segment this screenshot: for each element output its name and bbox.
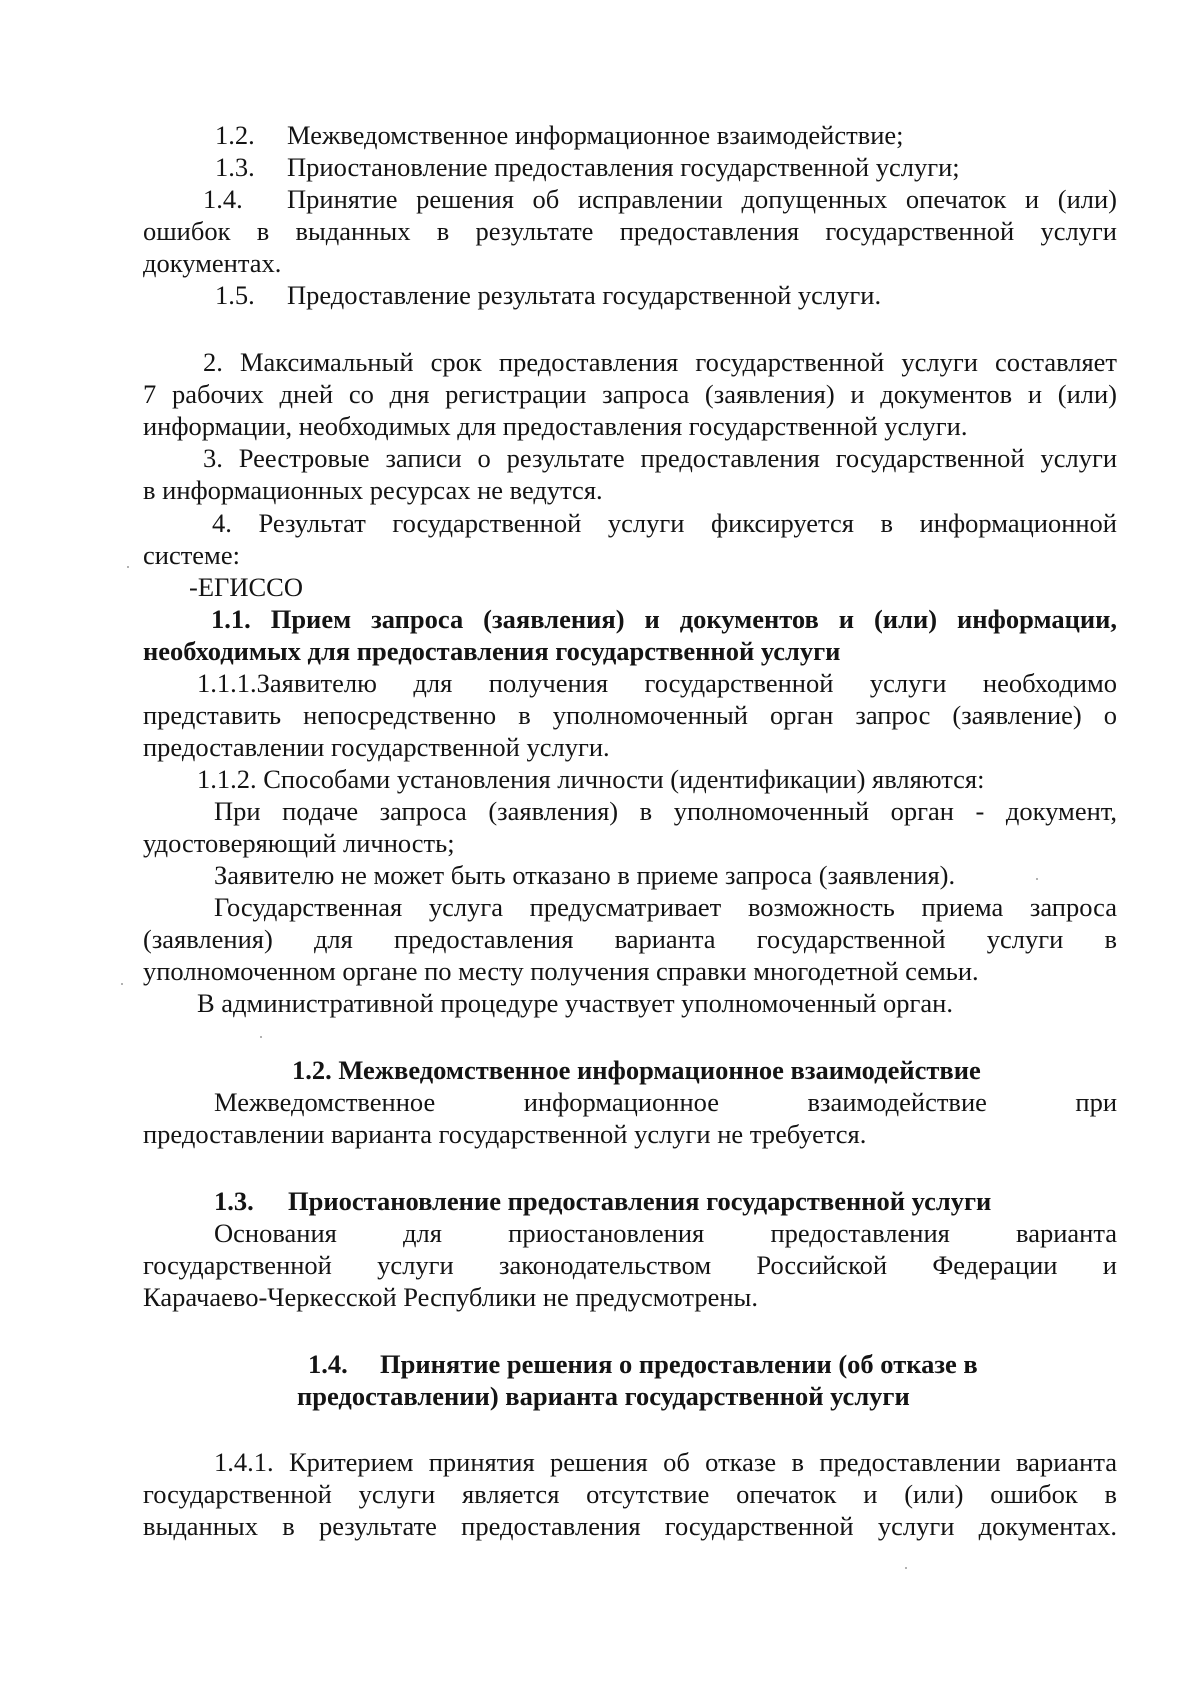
list-item xyxy=(215,120,1115,151)
paragraph-line: Межведомственное информационное взаимодействие при xyxy=(214,1087,1117,1117)
paragraph-line: предоставлении варианта государственной услуги не требуется. xyxy=(143,1119,867,1149)
paragraph-line: (заявления) для предоставления варианта государственной услуги в xyxy=(143,924,1117,954)
paragraph-line: 1.4.1. Критерием принятия решения об отказе в предоставлении варианта xyxy=(214,1447,1117,1477)
section-heading xyxy=(214,1186,1117,1217)
list-item xyxy=(215,280,1115,311)
scan-speck xyxy=(905,1567,907,1569)
section-heading xyxy=(308,1349,1117,1380)
list-item-text: Приостановление предоставления государственной услуги; xyxy=(287,152,960,182)
section-heading-number: 1.4. xyxy=(308,1349,348,1379)
paragraph-line: представить непосредственно в уполномоченный орган запрос (заявление) о xyxy=(143,700,1117,730)
section-heading: 1.2. Межведомственное информационное взаимодействие xyxy=(292,1055,981,1085)
section-heading-text: Принятие решения о предоставлении (об отказе в xyxy=(380,1349,978,1379)
list-item-text: Предоставление результата государственной услуги. xyxy=(287,280,882,310)
paragraph-line: Государственная услуга предусматривает возможность приема запроса xyxy=(214,892,1117,922)
list-item-number: 1.3. xyxy=(215,152,255,182)
paragraph-line: в информационных ресурсах не ведутся. xyxy=(143,475,603,505)
paragraph-line: 2. Максимальный срок предоставления государственной услуги составляет xyxy=(203,347,1117,377)
section-heading: 1.1. Прием запроса (заявления) и документов и (или) информации, xyxy=(211,604,1117,634)
paragraph-line: выданных в результате предоставления государственной услуги документах. xyxy=(143,1511,1117,1541)
list-item-number: 1.4. xyxy=(203,184,243,214)
paragraph-line: 1.1.1.Заявителю для получения государственной услуги необходимо xyxy=(197,668,1117,698)
list-item-continuation: документах. xyxy=(143,248,282,278)
paragraph-line: системе: xyxy=(143,540,240,570)
paragraph-line: -ЕГИССО xyxy=(189,572,303,602)
list-item xyxy=(215,152,1115,183)
scan-speck xyxy=(121,983,123,985)
paragraph-line: 7 рабочих дней со дня регистрации запроса (заявления) и документов и (или) xyxy=(143,379,1117,409)
paragraph-line: уполномоченном органе по месту получения справки многодетной семьи. xyxy=(143,956,979,986)
paragraph-line: Карачаево-Черкесской Республики не предусмотрены. xyxy=(143,1282,758,1312)
paragraph-line: 1.1.2. Способами установления личности (идентификации) являются: xyxy=(197,764,985,794)
list-item xyxy=(203,184,1117,215)
paragraph-line: При подаче запроса (заявления) в уполномоченный орган - документ, xyxy=(214,796,1117,826)
section-heading: предоставлении) варианта государственной услуги xyxy=(297,1381,910,1411)
scan-speck xyxy=(260,1036,262,1038)
paragraph-line: Заявителю не может быть отказано в приеме запроса (заявления). xyxy=(214,860,956,890)
section-heading-text: Приостановление предоставления государственной услуги xyxy=(288,1186,992,1216)
section-heading: необходимых для предоставления государственной услуги xyxy=(143,636,841,666)
paragraph-line: В административной процедуре участвует уполномоченный орган. xyxy=(197,988,953,1018)
scan-speck xyxy=(127,566,129,568)
paragraph-line: предоставлении государственной услуги. xyxy=(143,732,610,762)
paragraph-line: государственной услуги законодательством Российской Федерации и xyxy=(143,1250,1117,1280)
paragraph-line: 4. Результат государственной услуги фиксируется в информационной xyxy=(212,508,1117,538)
section-heading-number: 1.3. xyxy=(214,1186,254,1216)
list-item-text: Принятие решения об исправлении допущенных опечаток и (или) xyxy=(287,184,1117,214)
paragraph-line: информации, необходимых для предоставления государственной услуги. xyxy=(143,411,968,441)
paragraph-line: государственной услуги является отсутствие опечаток и (или) ошибок в xyxy=(143,1479,1117,1509)
list-item-number: 1.2. xyxy=(215,120,255,150)
list-item-text: Межведомственное информационное взаимодействие; xyxy=(287,120,904,150)
paragraph-line: 3. Реестровые записи о результате предоставления государственной услуги xyxy=(203,443,1117,473)
list-item-number: 1.5. xyxy=(215,280,255,310)
list-item-continuation: ошибок в выданных в результате предоставления государственной услуги xyxy=(143,216,1117,246)
paragraph-line: удостоверяющий личность; xyxy=(143,828,455,858)
scan-speck xyxy=(1036,878,1038,880)
paragraph-line: Основания для приостановления предоставления варианта xyxy=(214,1218,1117,1248)
